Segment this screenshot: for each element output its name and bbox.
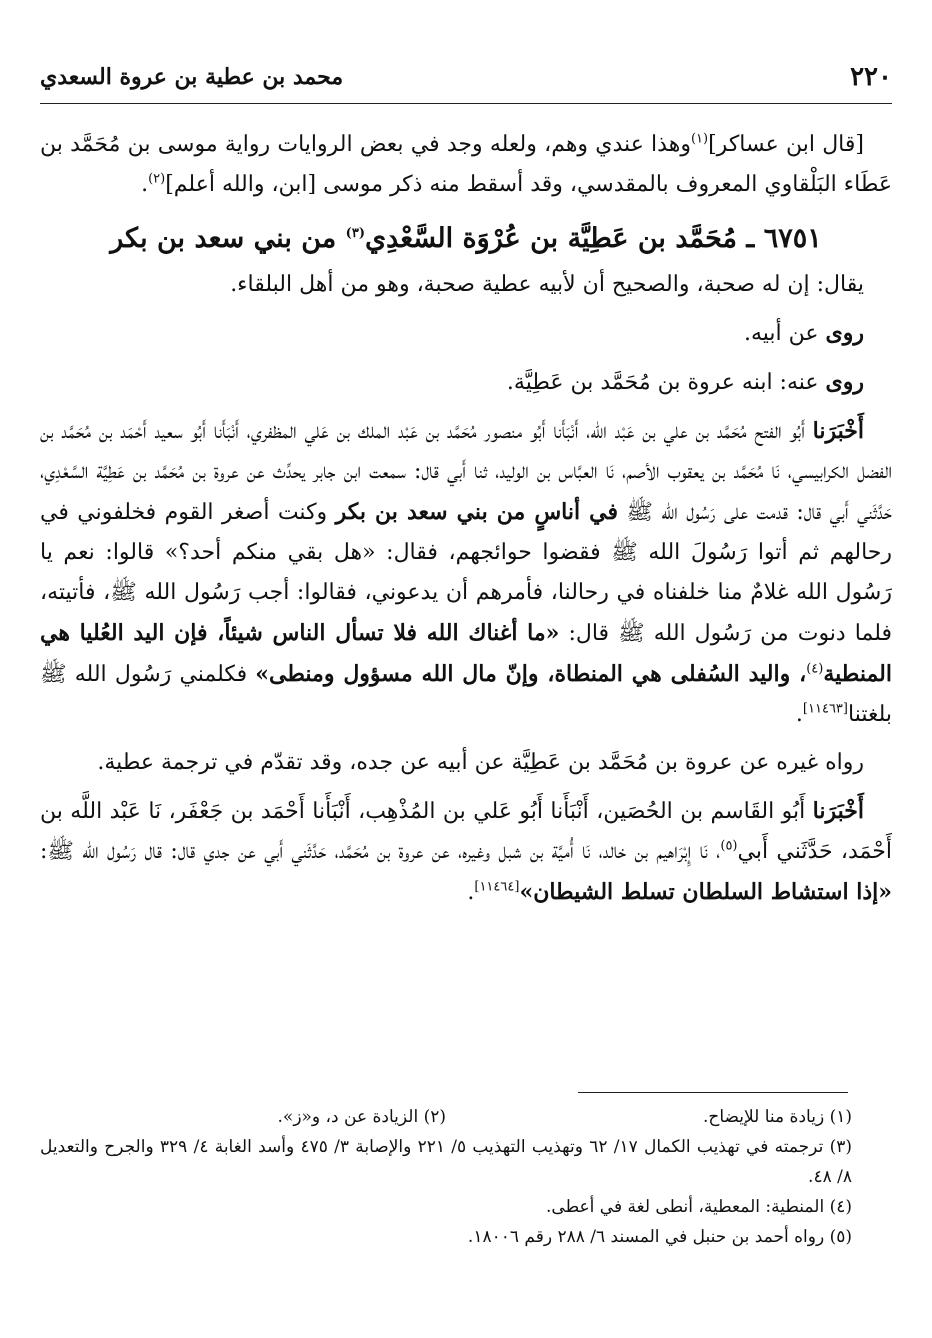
- footnote-marker: (٤): [806, 661, 824, 677]
- entry-narrated-by: [40, 362, 892, 403]
- keyword-rawa: روى: [825, 369, 864, 395]
- page-header: [40, 58, 892, 98]
- transmission-note: رواه غيره عن عروة بن مُحَمَّد بن عَطِيَّة عن أبيه عن جده، وقد تقدّم في ترجمة عطية.: [97, 750, 864, 775]
- hadith-2-isnad: أَبُو القَاسم بن الحُصَين، أَنْبَأَنا أَبُو عَلي بن المُذْهِب، أَنْبَأَنا أَحْمَد بن جَعْفَر، نَا عَبْد اللَّه بن أَحْمَد، حَدَّثَني أَبي: [40, 799, 892, 864]
- footnote-marker: (٣): [345, 226, 365, 241]
- entry-title-name: ٦٧٥١ ـ مُحَمَّد بن عَطِيَّة بن عُرْوَة السَّعْدِي: [364, 223, 822, 254]
- footnote-number: (٤): [829, 1197, 852, 1217]
- header-rule: [40, 103, 892, 104]
- hadith-number: [١١٤٦٣]: [802, 701, 848, 717]
- footnote-marker: (٢): [148, 171, 166, 187]
- keyword-akhbarana: أَخْبَرَنا: [812, 418, 864, 444]
- keyword-rawa: روى: [825, 320, 864, 346]
- intro-text: وهذا عندي وهم، ولعله وجد في بعض الروايات رواية موسى بن مُحَمَّد بن عَطَاء البَلْقاوي المعروف بالمقدسي، وقد أسقط منه ذكر موسى [ابن، والله أعلم]: [40, 132, 892, 197]
- entry-title: [40, 219, 892, 259]
- hadith-2-isnad-cont: ، نَا إِبْرَاهيم بن خالد، نَا أُميَّة بن شبل وغيره، عن عروة بن مُحَمَّد، حَدَّثَني أَبي عن جدي قال: قال رَسُول الله ﷺ:: [40, 839, 721, 864]
- entry-said: يقال: إن له صحبة، والصحيح أن لأبيه عطية صحبة، وهو من أهل البلقاء.: [230, 272, 864, 297]
- footnote-1: [446, 1102, 852, 1132]
- footnote-3: [40, 1132, 852, 1192]
- footnote-rule: [578, 1092, 848, 1093]
- intro-end: .: [141, 172, 149, 197]
- hadith-1-prophetic-saying-cont: ، واليد السُفلى هي المنطاة، وإنّ مال الله مسؤول ومنطى»: [255, 661, 807, 687]
- running-title: محمد بن عطية بن عروة السعدي: [40, 64, 344, 90]
- hadith-1-prophetic-saying: «ما أغناك الله فلا تسأل الناس شيئاً، فإن اليد العُليا هي المنطية: [40, 620, 892, 687]
- footnote-number: (٣): [829, 1137, 852, 1157]
- footnote-4: [40, 1192, 852, 1222]
- footnote-text: المنطية: المعطية، أنطى لغة في أعطى.: [546, 1197, 825, 1217]
- hadith-2: [40, 791, 892, 913]
- main-text: [40, 125, 892, 921]
- footnote-number: (٢): [423, 1107, 446, 1127]
- footnote-5: [40, 1222, 852, 1252]
- intro-citation: [قال ابن عساكر]: [708, 132, 864, 157]
- footnote-number: (٥): [829, 1227, 852, 1247]
- footnote-text: زيادة منا للإيضاح.: [702, 1107, 825, 1127]
- hadith-1: [40, 411, 892, 735]
- hadith-1-isnad: أَبُو الفتح مُحَمَّد بن علي بن عَبْد الله، أَنْبَأَنا أَبُو منصور مُحَمَّد بن عَبْد الملك بن عَلي المظفري، أَنْبَأَنا أَبُو سعيد أَحْمَد بن مُحَمَّد بن الفضل الكرابيسي، نَا مُحَمَّد بن يعقوب الأصم، نَا العبَّاس بن الوليد، ثنا أَبي قال: سمعت ابن جابر يحدِّث عن عروة بن مُحَمَّد بن عَطِيَّة السَّعْدِي، حَدَّثَني أَبي قال: قدمت على رَسُول الله ﷺ: [40, 419, 892, 525]
- footnote-2: [40, 1102, 446, 1132]
- entry-narrated-from: [40, 313, 892, 354]
- hadith-1-narrative: وكنت أصغر القوم فخلفوني في رحالهم ثم أتوا رَسُولَ الله ﷺ فقضوا حوائجهم، فقال: «هل بقي منكم أحد؟» قالوا: نعم يا رَسُول الله غلامٌ منا خلفناه في رحالنا، فأمرهم أن يدعوني، فقالوا: أجب رَسُول الله ﷺ، فأتيته، فلما دنوت من رَسُول الله ﷺ قال:: [40, 500, 892, 646]
- hadith-2-prophetic-saying: «إذا استشاط السلطان تسلط الشيطان»: [519, 879, 892, 905]
- footnotes: [40, 1102, 852, 1252]
- hadith-2-end: .: [467, 880, 475, 905]
- footnote-row: [40, 1102, 852, 1132]
- footnote-text: رواه أحمد بن حنبل في المسند ٦/ ٢٨٨ رقم ١٨٠٠٦.: [467, 1227, 825, 1247]
- entry-title-lineage: من بني سعد بن بكر: [110, 223, 346, 254]
- intro-paragraph: [40, 125, 892, 205]
- footnote-text: الزيادة عن د، و«ز».: [277, 1107, 419, 1127]
- hadith-1-bold-phrase: في أناسٍ من بني سعد بن بكر: [335, 499, 619, 525]
- page-number: ٢٢٠: [850, 62, 892, 92]
- footnote-marker: (١): [690, 131, 709, 147]
- hadith-number: [١١٤٦٤]: [474, 879, 520, 895]
- narrated-from-text: عن أبيه.: [744, 321, 826, 346]
- hadith-1-end: .: [795, 702, 803, 727]
- footnote-marker: (٥): [720, 838, 738, 854]
- narrated-by-text: عنه: ابنه عروة بن مُحَمَّد بن عَطِيَّة.: [506, 370, 826, 395]
- keyword-akhbarana: أَخْبَرَنا: [812, 798, 864, 824]
- footnote-number: (١): [829, 1107, 852, 1127]
- footnote-text: ترجمته في تهذيب الكمال ١٧/ ٦٢ وتهذيب التهذيب ٥/ ٢٢١ والإصابة ٣/ ٤٧٥ وأسد الغابة ٤/ ٣٢٩ والجرح والتعديل ٨/ ٤٨.: [40, 1137, 852, 1187]
- hadith-1-closing: فكلمني رَسُول الله ﷺ بلغتنا: [40, 662, 892, 727]
